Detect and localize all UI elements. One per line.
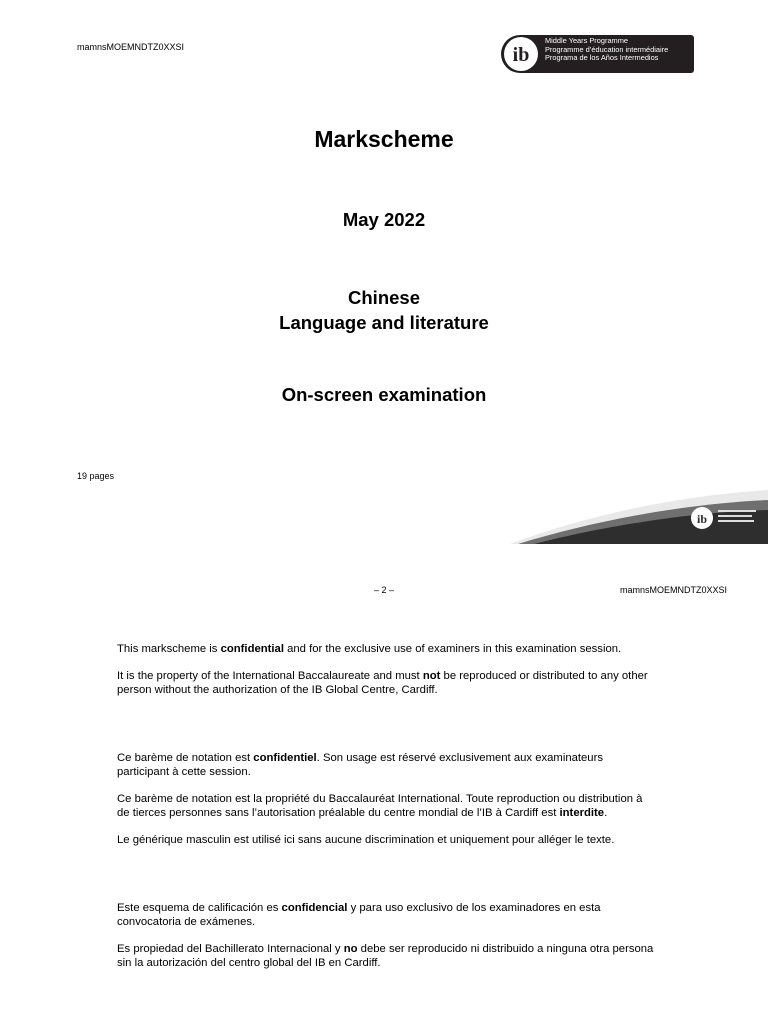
decorative-swoosh-graphic [510, 488, 768, 544]
en-paragraph-2: It is the property of the International Baccalaureate and must not be reproduced or distributed to any other person without the authorization of the IB Global Centre, Cardiff. [117, 670, 648, 696]
exam-type: On-screen examination [281, 384, 487, 405]
document-code: mamnsMOEMNDTZ0XXSI [77, 42, 185, 52]
logo-line-fr: Programme d’éducation intermédiaire [545, 44, 669, 54]
ib-logo-letters: ib [512, 44, 530, 66]
document-code-page2: mamnsMOEMNDTZ0XXSI [620, 585, 728, 595]
en-paragraph-1: This markscheme is confidential and for the exclusive use of examiners in this examination session. [117, 643, 622, 655]
es-paragraph-1: Este esquema de calificación es confidencial y para uso exclusivo de los examinadores en esta convocatoria de exámenes. [117, 902, 601, 928]
ib-logo [501, 35, 694, 73]
ib-emblem-icon [503, 36, 539, 72]
page-title: Markscheme [314, 126, 454, 152]
logo-line-es: Programa de los Años Intermedios [545, 53, 659, 63]
subject [0, 285, 768, 335]
fr-paragraph-3: Le générique masculin est utilisé ici sans aucune discrimination et uniquement pour alléger le texte. [117, 834, 615, 846]
svg-text:ib: ib [696, 512, 708, 526]
page-number: – 2 – [373, 585, 395, 595]
logo-line-en: Middle Years Programme [545, 36, 628, 45]
subject-line-1: Chinese [348, 287, 420, 308]
fr-paragraph-2: Ce barème de notation est la propriété du Baccalauréat International. Toute reproduction ou distribution à de tierces personnes sans l’autorisation préalable du centre mondial de l’IB à Cardiff est interdite. [117, 793, 643, 819]
fr-paragraph-1: Ce barème de notation est confidentiel. Son usage est réservé exclusivement aux examinateurs participant à cette session. [117, 752, 604, 778]
page-count: 19 pages [77, 471, 115, 481]
subject-line-2: Language and literature [279, 312, 489, 333]
es-paragraph-2: Es propiedad del Bachillerato Internacional y no debe ser reproducido ni distribuido a ninguna otra persona sin la autorización del centro global del IB en Cardiff. [117, 943, 654, 969]
exam-date: May 2022 [342, 209, 426, 230]
